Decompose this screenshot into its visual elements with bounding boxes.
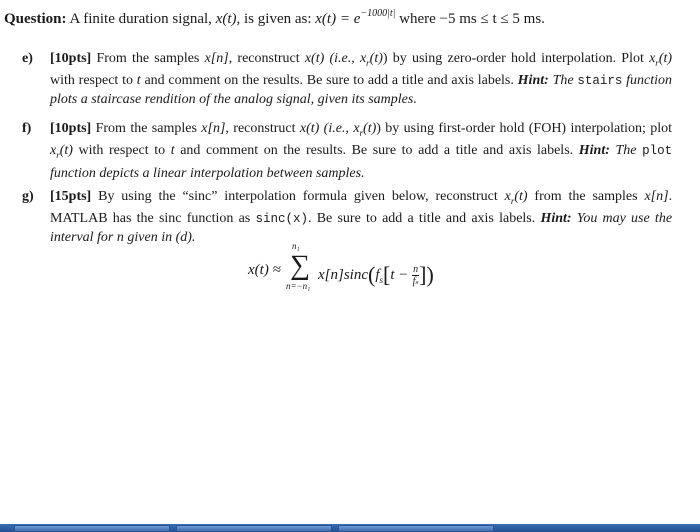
part-letter: e)	[22, 51, 33, 66]
text-run: . MATLAB has the sinc function as	[50, 189, 673, 227]
taskbar	[0, 524, 700, 532]
text-run: and comment on the results. Be sure to add a title and axis labels.	[180, 143, 574, 159]
text-run: from the samples	[534, 189, 638, 204]
text-run: with respect to	[50, 73, 133, 89]
text-run: . Be sure to add a title and axis labels.	[307, 211, 536, 227]
var-xn: x[n]	[204, 51, 229, 66]
text-run: From the samples	[95, 121, 197, 136]
question-text-2: , is given as:	[236, 11, 312, 27]
text-run: ) by using first-order hold (FOH) interpolation; plot	[376, 121, 673, 136]
text-run: (i.e.,	[329, 51, 355, 66]
var-xr: $x_r(t)$	[50, 143, 73, 161]
text-run: By using the “sinc” interpolation formula given below, reconstruct	[98, 189, 498, 204]
question-text-3: where −5 ms ≤ t ≤ 5 ms.	[399, 11, 545, 27]
formula-lhs: x(t) ≈	[248, 262, 281, 278]
sum-lower-limit: n=−n₁	[286, 281, 311, 291]
taskbar-button[interactable]	[338, 525, 494, 532]
taskbar-button[interactable]	[14, 525, 170, 532]
signal-definition: x(t) = e	[315, 11, 361, 27]
hint-text: The	[552, 73, 574, 89]
part-body	[50, 188, 672, 246]
text-run: with respect to	[78, 143, 166, 159]
sinc-formula	[248, 241, 508, 298]
question-statement	[4, 4, 694, 29]
part-g	[22, 188, 672, 246]
code-sinc: sinc(x)	[255, 212, 308, 227]
text-run: ) by using zero-order hold interpolation. Plot	[382, 51, 644, 66]
text-run: From the samples	[96, 51, 200, 66]
hint-label: Hint:	[517, 73, 549, 89]
hint-text: The	[615, 143, 637, 159]
question-label: Question:	[4, 11, 67, 27]
var-xn: x[n]	[644, 189, 669, 204]
part-e	[22, 50, 672, 108]
taskbar-button[interactable]	[176, 525, 332, 532]
question-text-1: A finite duration signal,	[69, 11, 212, 27]
part-points: [15pts]	[50, 189, 92, 204]
question-var-xt: x(t)	[215, 11, 237, 27]
var-xt: x(t)	[304, 51, 325, 66]
summation-icon: ∑	[290, 250, 310, 281]
hint-text: function depicts a linear interpolation between samples.	[50, 165, 365, 181]
part-letter: f)	[22, 121, 32, 136]
code-stairs: stairs	[577, 74, 623, 89]
text-run: , reconstruct	[228, 51, 300, 66]
text-run: and comment on the results. Be sure to add a title and axis labels.	[144, 73, 514, 89]
var-xr: $x_r(t)$	[359, 51, 383, 68]
hint-text: function plots a staircase rendition of the analog signal, given its samples.	[50, 73, 673, 107]
var-xr: $x_r(t)$	[649, 51, 673, 68]
sum-upper-limit: n₁	[292, 241, 300, 251]
code-plot: plot	[642, 144, 673, 159]
var-xr: $x_r(t)$	[353, 121, 377, 138]
hint-label: Hint:	[578, 143, 610, 159]
part-points: [10pts]	[50, 51, 92, 66]
part-body	[50, 120, 672, 182]
var-t: t	[170, 143, 175, 159]
var-xn: x[n]	[201, 121, 226, 136]
hint-text: You may use the interval for n given in (d).	[50, 211, 673, 245]
part-points: [10pts]	[50, 121, 92, 136]
part-f	[22, 120, 672, 182]
formula-term: $x[n]\sin c(f_s[t$ − $\frac{n}{\text{fₛ}}$ ])	[318, 262, 434, 288]
part-letter: g)	[22, 189, 34, 204]
var-t: t	[136, 73, 141, 89]
text-run: (i.e.,	[323, 121, 349, 136]
text-run: , reconstruct	[225, 121, 296, 136]
signal-exponent: −1000|t|	[360, 8, 396, 19]
hint-label: Hint:	[540, 211, 572, 227]
var-xr: $x_r(t)$	[504, 189, 528, 206]
part-body	[50, 50, 672, 108]
var-xt: x(t)	[299, 121, 320, 136]
